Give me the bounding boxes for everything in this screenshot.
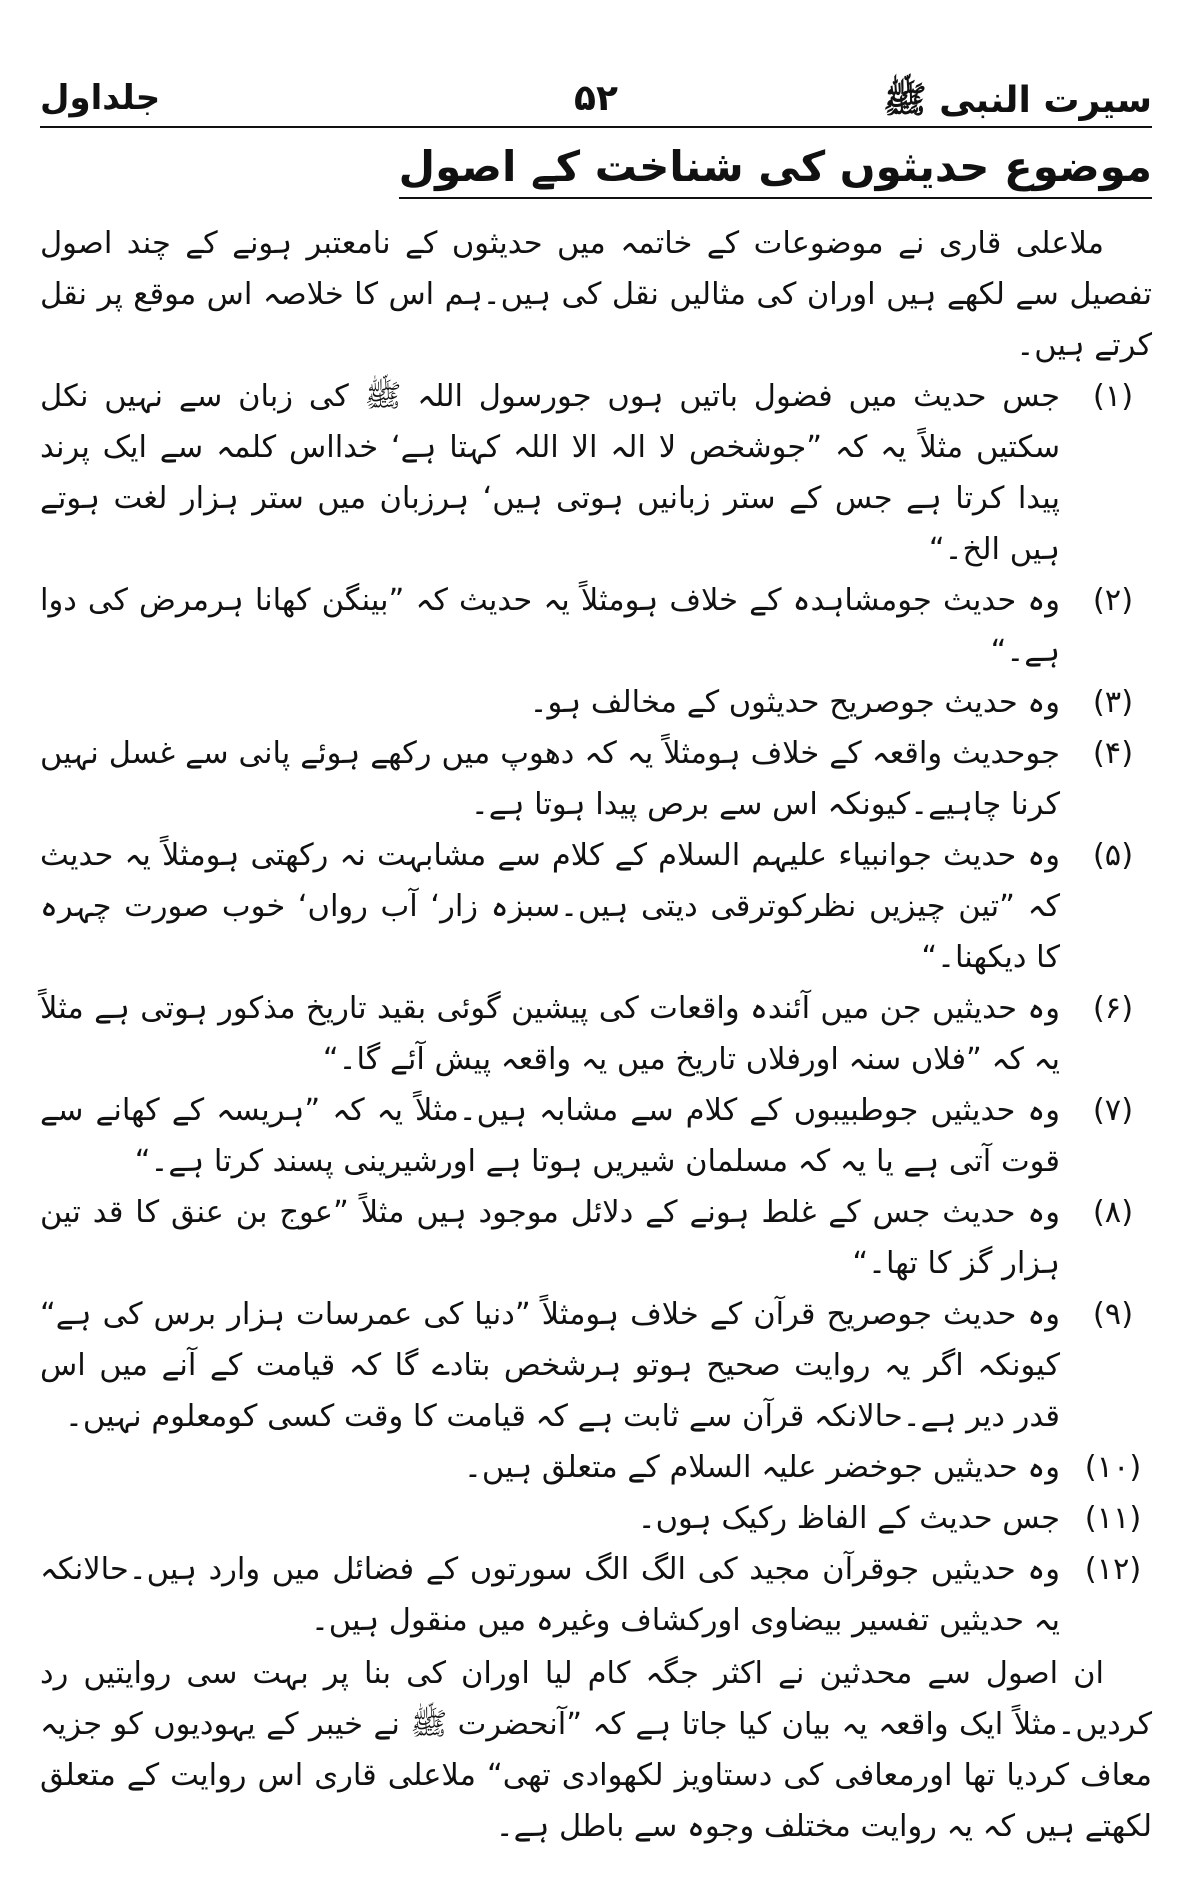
item-number: (۸): [1092, 1195, 1134, 1230]
volume-label: جلداول: [40, 78, 161, 118]
item-text: جوحدیث واقعہ کے خلاف ہومثلاً یہ کہ دھوپ میں رکھے ہوئے پانی سے غسل نہیں کرنا چاہیے۔کیونکہ اس سے برص پیدا ہوتا ہے۔: [40, 736, 1060, 822]
list-item: [40, 1187, 1152, 1289]
item-text: وہ حدیث جس کے غلط ہونے کے دلائل موجود ہیں مثلاً ”عوج بن عنق کا قد تین ہزار گز کا تھا۔“: [40, 1195, 1060, 1281]
item-text: وہ حدیث جوانبیاء علیہم السلام کے کلام سے مشابہت نہ رکھتی ہومثلاً یہ حدیث کہ ”تین چیزیں نظرکوترقی دیتی ہیں۔سبزہ زار‘ آب رواں‘ خوب صورت چہرہ کا دیکھنا۔“: [40, 838, 1060, 975]
list-item: [40, 371, 1152, 575]
item-text: وہ حدیث جوصریح قرآن کے خلاف ہومثلاً ”دنیا کی عمرسات ہزار برس کی ہے“ کیونکہ اگر یہ روایت صحیح ہوتو ہرشخص بتادے گا کہ قیامت کے آنے میں اس قدر دیر ہے۔حالانکہ قرآن سے ثابت ہے کہ قیامت کا وقت کسی کومعلوم نہیں۔: [40, 1297, 1060, 1434]
item-text: جس حدیث میں فضول باتیں ہوں جورسول اللہ ﷺ کی زبان سے نہیں نکل سکتیں مثلاً یہ کہ ”جوشخص لا الہ الا اللہ کہتا ہے‘ خدااس کلمہ سے ایک پرند پیدا کرتا ہے جس کے ستر زبانیں ہوتی ہیں‘ ہرزبان میں ستر ہزار لغت ہوتے ہیں الخ۔“: [40, 379, 1060, 567]
list-item: [40, 1085, 1152, 1187]
page-body: [40, 218, 1152, 1852]
page-number: ۵۲: [574, 78, 618, 119]
item-text: وہ حدیثیں جوطبیبوں کے کلام سے مشابہ ہیں۔مثلاً یہ کہ ”ہریسہ کے کھانے سے قوت آتی ہے یا یہ کہ مسلمان شیریں ہوتا ہے اورشیرینی پسند کرتا ہے۔“: [40, 1093, 1060, 1179]
item-text: وہ حدیث جومشاہدہ کے خلاف ہومثلاً یہ حدیث کہ ”بینگن کھانا ہرمرض کی دوا ہے۔“: [40, 583, 1060, 669]
item-number: (۳): [1092, 685, 1134, 720]
item-text: وہ حدیث جوصریح حدیثوں کے مخالف ہو۔: [529, 685, 1060, 720]
list-item: [40, 1442, 1152, 1493]
list-item: [40, 1493, 1152, 1544]
list-item: [40, 1544, 1152, 1646]
item-text: وہ حدیثیں جن میں آئندہ واقعات کی پیشین گوئی بقید تاریخ مذکور ہوتی ہے مثلاً یہ کہ ”فلاں سنہ اورفلاں تاریخ میں یہ واقعہ پیش آئے گا۔“: [40, 991, 1060, 1077]
item-number: (۵): [1092, 838, 1134, 873]
intro-paragraph: ملاعلی قاری نے موضوعات کے خاتمہ میں حدیثوں کے نامعتبر ہونے کے چند اصول تفصیل سے لکھے ہیں اوران کی مثالیں نقل کی ہیں۔ہم اس کا خلاصہ اس موقع پر نقل کرتے ہیں۔: [40, 226, 1152, 363]
item-number: (۴): [1092, 736, 1134, 771]
item-number: (۷): [1092, 1093, 1134, 1128]
list-item: [40, 983, 1152, 1085]
closing-paragraph: ان اصول سے محدثین نے اکثر جگہ کام لیا اوران کی بنا پر بہت سی روایتیں رد کردیں۔مثلاً ایک واقعہ یہ بیان کیا جاتا ہے کہ ”آنحضرت ﷺ نے خیبر کے یہودیوں کو جزیہ معاف کردیا تھا اورمعافی کی دستاویز لکھوادی تھی“ ملاعلی قاری اس روایت کے متعلق لکھتے ہیں کہ یہ روایت مختلف وجوہ سے باطل ہے۔: [40, 1656, 1152, 1844]
book-title: سیرت النبی ﷺ: [883, 80, 1152, 121]
list-item: [40, 728, 1152, 830]
item-number: (۱): [1092, 379, 1134, 414]
header-rule: [40, 126, 1152, 128]
item-number: (۶): [1092, 991, 1134, 1026]
list-item: [40, 1289, 1152, 1442]
list-item: [40, 830, 1152, 983]
item-text: وہ حدیثیں جوخضر علیہ السلام کے متعلق ہیں۔: [464, 1450, 1060, 1485]
section-heading: موضوع حدیثوں کی شناخت کے اصول: [399, 142, 1152, 199]
item-number: (۱۱): [1084, 1501, 1142, 1536]
list-item: [40, 575, 1152, 677]
list-item: [40, 677, 1152, 728]
item-number: (۹): [1092, 1297, 1134, 1332]
item-number: (۲): [1092, 583, 1134, 618]
item-text: جس حدیث کے الفاظ رکیک ہوں۔: [637, 1501, 1060, 1536]
item-text: وہ حدیثیں جوقرآن مجید کی الگ الگ سورتوں کے فضائل میں وارد ہیں۔حالانکہ یہ حدیثیں تفسیر بیضاوی اورکشاف وغیرہ میں منقول ہیں۔: [40, 1552, 1060, 1638]
page-header: [40, 78, 1152, 121]
item-number: (۱۰): [1084, 1450, 1142, 1485]
item-number: (۱۲): [1084, 1552, 1142, 1587]
